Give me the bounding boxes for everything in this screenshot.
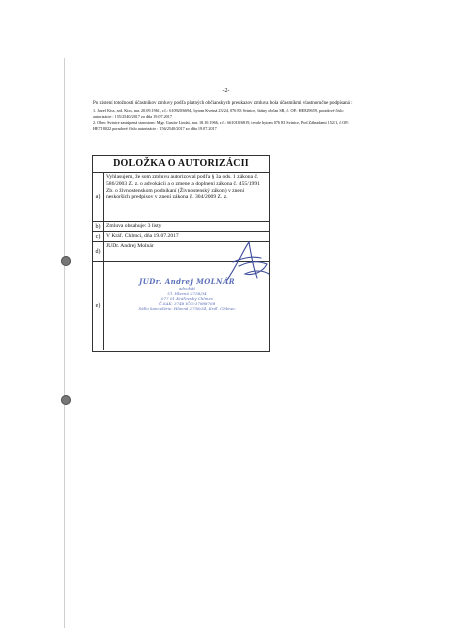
stamp-line: Ul. Hlavná 2758/34 (167, 291, 207, 296)
row-text: V Kráľ. Chlmci, dňa 19.07.2017 (106, 233, 179, 239)
intro-section (93, 100, 355, 131)
page-number: -2- (222, 88, 230, 94)
row-label: c) (93, 232, 104, 241)
intro-text: Po zistení totožnosti účastníkov zmluvy podľa platných občianskych preukazov zmluva bola účastníkmi vlastnoručne podpísaná : (93, 101, 353, 106)
signer-1: 1. Jozef Kiss, rod. Kiss, nar. 20.09.1961, r.č.: 610920/6694, bytom Kvetná 23/24, 076 83 Svinice, štátny občan SR, č. OP.: HE829659, poradové číslo autorizácie : 155/2540/2017 zo dňa 19.07.2017 (93, 108, 344, 119)
stamp-line: 077 01 Kráľovský Chlmec (160, 296, 214, 301)
stamp-line: Sídlo kancelárie: Hlavná 2758/34, Kráľ. Chlmec (138, 306, 236, 311)
row-label: e) (93, 262, 104, 350)
stamp-line: Č.SAK: 3748 IČO:37888768 (158, 301, 216, 306)
signer-2: 2. Obec Svinice zastúpená starostom: Mgr. Gustáv Lindai, nar. 18.10.1966, r.č.: 661018/6819, trvale bytom 076 83 Svinice, Pod Záhradami 152/1, č.OP.: HE718022 poradové číslo autorizácie : 156/2540/2017 zo dňa 19.07.2017 (93, 120, 350, 131)
clause-row-b (93, 222, 269, 232)
row-label: b) (93, 222, 104, 231)
page-edge-line (64, 58, 65, 628)
lawyer-stamp (128, 277, 246, 311)
stamp-name: JUDr. Andrej MOLNÁR (139, 277, 235, 286)
punch-hole (61, 395, 71, 405)
clause-title: DOLOŽKA O AUTORIZÁCII (93, 156, 269, 173)
row-text: Zmluva obsahuje: 3 listy (106, 223, 162, 229)
row-label: a) (93, 173, 104, 221)
punch-hole (61, 256, 71, 266)
row-text: JUDr. Andrej Molnár (106, 243, 154, 249)
row-text: Vyhlasujem, že som zmluvu autorizoval podľa § 3a ods. 1 zákona č. 586/2003 Z. z. o advokácii a o zmene a doplnení zákona č. 455/1991 Zb. o živnostenskom podnikaní (Živnostenský zákon) v znení neskorších predpisov v znení zákona č. 304/2009 Z. z. (106, 174, 260, 201)
row-label: d) (93, 242, 104, 261)
stamp-line: advokát (178, 286, 196, 291)
clause-row-a (93, 173, 269, 222)
